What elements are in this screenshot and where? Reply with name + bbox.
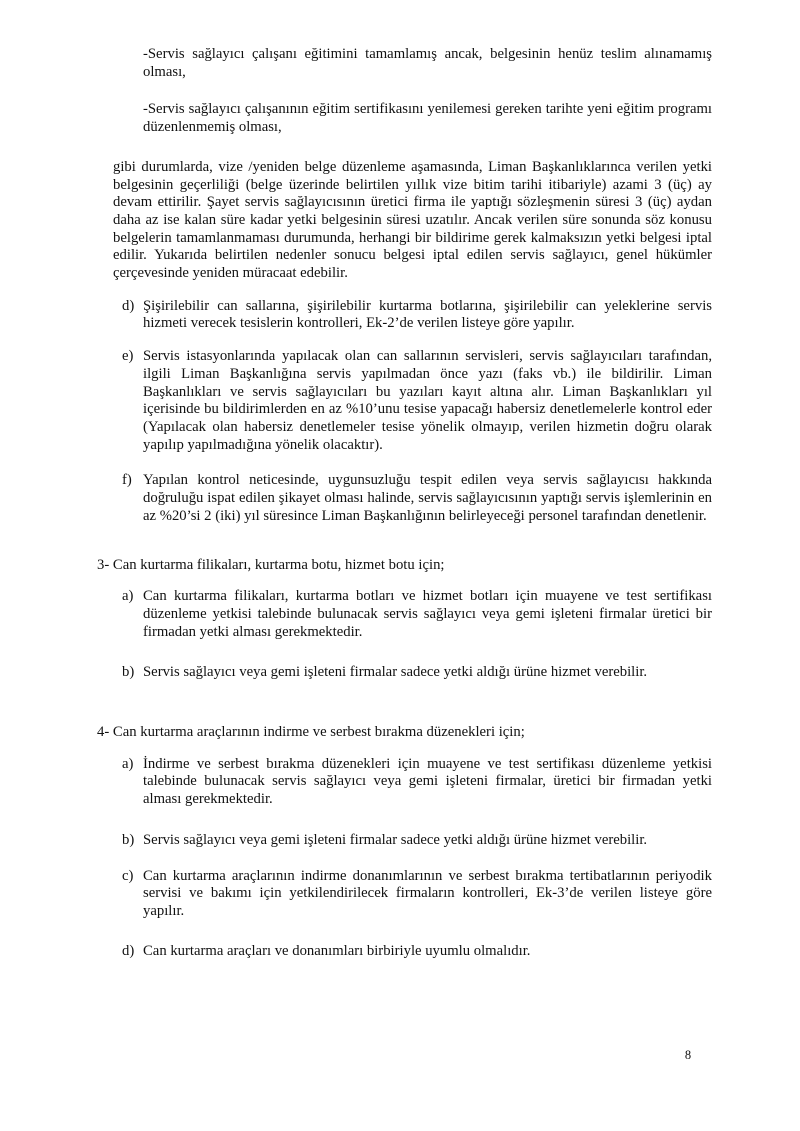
section4-item-text-b: Servis sağlayıcı veya gemi işleteni firmalar sadece yetki aldığı ürüne hizmet verebilir. — [143, 831, 648, 848]
section4-item-label-b: b) — [122, 831, 135, 848]
intro-paragraph-1: -Servis sağlayıcı çalışanı eğitimini tamamlamış ancak, belgesinin henüz teslim alınamamış olması, — [143, 46, 712, 80]
section4-item-c — [122, 868, 712, 921]
section4-item-text-a: İndirme ve serbest bırakma düzenekleri için muayene ve test sertifikası düzenleme yetkisi talebinde bulunacak servis sağlayıcı veya gemi işleteni firmalar, üretici bir firmadan yetki alması gerekmektedir. — [143, 755, 712, 808]
item-text-e: Servis istasyonlarında yapılacak olan can sallarının servisleri, servis sağlayıcıları tarafından, ilgili Liman Başkanlığına servis yapılmadan önce yazı (faks vb.) ile bildirilir. Liman Başkanlıkları ve servis sağlayıcıları bu yazıları kayıt altına alır. Liman Başkanlıkları yıl içerisinde bu bildirimlerden en az %10’unu tesise yapacağı habersiz denetlemelerle kontrol eder (Yapılacak olan habersiz denetlemeler tesise yönelik olmayıp, verilen hizmetin doğru olarak yapılıp yapılmadığına yönelik olacaktır). — [143, 348, 712, 453]
section3-heading: 3- Can kurtarma filikaları, kurtarma botu, hizmet botu için; — [97, 557, 445, 574]
section3-item-label-b: b) — [122, 664, 135, 681]
section3-item-b — [122, 664, 712, 682]
section3-item-a — [122, 588, 712, 641]
section4-item-b — [122, 832, 712, 850]
list-item-d — [122, 298, 712, 333]
item-label-e: e) — [122, 348, 134, 365]
section4-item-label-d: d) — [122, 942, 135, 959]
continuation-paragraph: gibi durumlarda, vize /yeniden belge düzenleme aşamasında, Liman Başkanlıklarınca verilen yetki belgesinin geçerliliği (belge üzerinde belirtilen yıllık vize bitim tarihi itibariyle) azami 3 (üç) ay devam ettirilir. Şayet servis sağlayıcısının üretici firma ile yaptığı sözleşmenin süresi 3 (üç) aydan daha az ise kalan süre kadar yetki belgesinin süresi uzatılır. Ancak verilen süre sonunda söz konusu belgelerin tamamlanmaması durumunda, herhangi bir bildirime gerek kalmaksızın yetki belgesi iptal edilir. Yukarıda belirtilen nedenler sonucu belgesi iptal edilen servis sağlayıcı, genel hükümler çerçevesinde yeniden müracaat edebilir. — [113, 158, 712, 282]
section4-item-text-d: Can kurtarma araçları ve donanımları birbiriyle uyumlu olmalıdır. — [143, 942, 531, 959]
item-text-f: Yapılan kontrol neticesinde, uygunsuzluğu tespit edilen veya servis sağlayıcısı hakkında doğruluğu ispat edilen şikayet olması halinde, servis sağlayıcısının yaptığı servis işlemlerinin en az %20’si 2 (iki) yıl süresince Liman Başkanlığının belirleyeceği personel tarafından denetlenir. — [143, 472, 712, 524]
item-label-d: d) — [122, 297, 135, 314]
page-number: 8 — [684, 1048, 692, 1062]
section4-item-d — [122, 943, 712, 961]
section4-item-text-c: Can kurtarma araçlarının indirme donanımlarının ve serbest bırakma tertibatlarının periyodik servisi ve bakımı için yetkilendirilecek firmaların kontrolleri, Ek-3’de verilen listeye göre yapılır. — [143, 867, 712, 919]
section4-item-label-a: a) — [122, 755, 134, 772]
intro-paragraph-2: -Servis sağlayıcı çalışanının eğitim sertifikasını yenilemesi gereken tarihte yeni eğitim programı düzenlenmemiş olması, — [143, 101, 712, 136]
list-item-e — [122, 348, 712, 454]
item-label-f: f) — [122, 472, 132, 489]
section4-heading: 4- Can kurtarma araçlarının indirme ve serbest bırakma düzenekleri için; — [97, 723, 525, 740]
section3-item-text-b: Servis sağlayıcı veya gemi işleteni firmalar sadece yetki aldığı ürüne hizmet verebilir. — [143, 664, 648, 681]
section3-item-label-a: a) — [122, 588, 134, 605]
section4-item-label-c: c) — [122, 867, 134, 884]
list-item-f — [122, 472, 712, 525]
item-text-d: Şişirilebilir can sallarına, şişirilebilir kurtarma botlarına, şişirilebilir can yeleklerine servis hizmeti verecek tesislerin kontrolleri, Ek-2’de verilen listeye göre yapılır. — [143, 297, 712, 332]
section4-item-a — [122, 756, 712, 809]
section3-item-text-a: Can kurtarma filikaları, kurtarma botları ve hizmet botları için muayene ve test sertifikası düzenleme yetkisi talebinde bulunacak servis sağlayıcı veya gemi işleteni firmalar üretici bir firmadan yetki alması gerekmektedir. — [143, 588, 712, 640]
